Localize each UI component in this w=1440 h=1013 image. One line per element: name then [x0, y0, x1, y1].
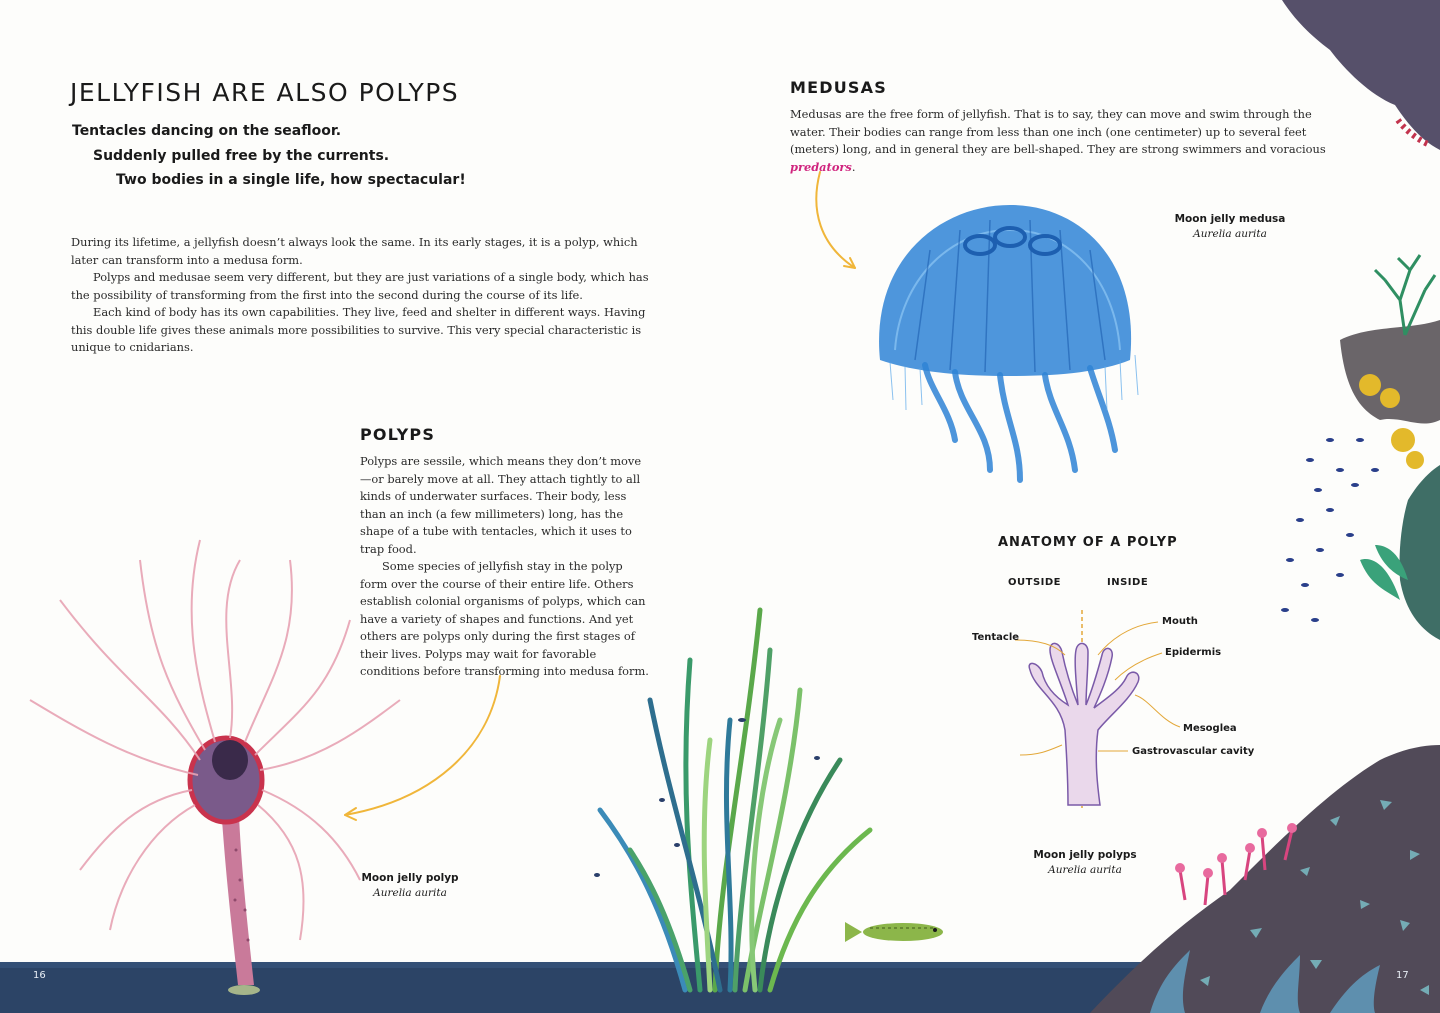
label-mouth: Mouth: [1162, 616, 1198, 627]
medusa-caption: [1160, 212, 1300, 242]
intro-paragraph-3: Each kind of body has its own capabilities. They live, feed and shelter in different ways. Having this double life gives these animals more possibilities to survive. This very special characteristic is unique to cnidarians.: [71, 305, 646, 354]
fish-school: [1281, 438, 1379, 622]
anatomy-diagram: [1015, 610, 1180, 808]
medusa-illustration: [879, 205, 1138, 480]
poem-line-3: Two bodies in a single life, how spectacular!: [116, 172, 466, 188]
rock-right-mid: [1399, 465, 1440, 640]
green-fish: [845, 922, 943, 942]
medusa-caption-name: Moon jelly medusa: [1174, 213, 1286, 225]
label-epidermis: Epidermis: [1165, 647, 1222, 658]
anatomy-inside-label: INSIDE: [1107, 577, 1149, 588]
intro-paragraph-1: During its lifetime, a jellyfish doesn’t always look the same. In its early stages, it is a polyp, which later can transform into a medusa form.: [71, 235, 638, 267]
polyp-caption-name: Moon jelly polyp: [361, 872, 459, 884]
label-tentacle: Tentacle: [972, 632, 1020, 643]
polyps-heading: POLYPS: [360, 425, 436, 444]
medusa-caption-species: Aurelia aurita: [1193, 228, 1267, 240]
yellow-sponge: [1359, 374, 1381, 396]
polyp-caption-species: Aurelia aurita: [373, 887, 447, 899]
rock-bottom-right: [1090, 745, 1440, 1013]
label-mesoglea: Mesoglea: [1183, 723, 1237, 734]
polyps-paragraph-1: Polyps are sessile, which means they don’t move—or barely move at all. They attach tightly to all kinds of underwater surfaces. Their body, less than an inch (a few millimeters) long, has the shape of a tube with tentacles, which it uses to trap food.: [360, 454, 642, 556]
green-coral: [1375, 255, 1435, 335]
medusas-end: .: [851, 159, 856, 174]
polyp-caption: [340, 871, 480, 901]
medusas-heading: MEDUSAS: [790, 78, 887, 97]
polyps-text: [360, 453, 650, 681]
polyps-anatomy-caption-name: Moon jelly polyps: [1033, 849, 1137, 861]
polyps-paragraph-2: Some species of jellyfish stay in the polyp form over the course of their entire life. Others establish colonial organisms of polyps, which can have a variety of shapes and functions. And yet others are polyps only during the first stages of their lives. Polyps may wait for favorable conditions before transforming into medusa form.: [360, 559, 649, 678]
anatomy-title: ANATOMY OF A POLYP: [998, 535, 1178, 550]
poem-line-2: Suddenly pulled free by the currents.: [93, 148, 390, 164]
medusas-body: Medusas are the free form of jellyfish. That is to say, they can move and swim through the water. Their bodies can range from less than one inch (one centimeter) up to several feet (meters) long, and in general they are bell-shaped. They are strong swimmers and voracious: [790, 107, 1326, 156]
polyp-illustration: [30, 540, 400, 995]
intro-paragraph-2: Polyps and medusae seem very different, but they are just variations of a single body, which has the possibility of transforming from the first into the second during the course of its life.: [71, 270, 649, 302]
intro-text: [71, 234, 651, 357]
polyps-anatomy-caption-species: Aurelia aurita: [1048, 864, 1122, 876]
polyps-anatomy-caption: [1015, 848, 1155, 878]
page-title: JELLYFISH ARE ALSO POLYPS: [70, 78, 460, 107]
anatomy-outside-label: OUTSIDE: [1008, 577, 1061, 588]
poem-line-1: Tentacles dancing on the seafloor.: [72, 123, 342, 139]
medusas-text: [790, 106, 1330, 176]
label-gastrovascular-cavity: Gastrovascular cavity: [1132, 746, 1255, 757]
page-number-left: 16: [33, 970, 46, 981]
predators-highlight: predators: [790, 159, 852, 174]
page-number-right: 17: [1396, 970, 1409, 981]
